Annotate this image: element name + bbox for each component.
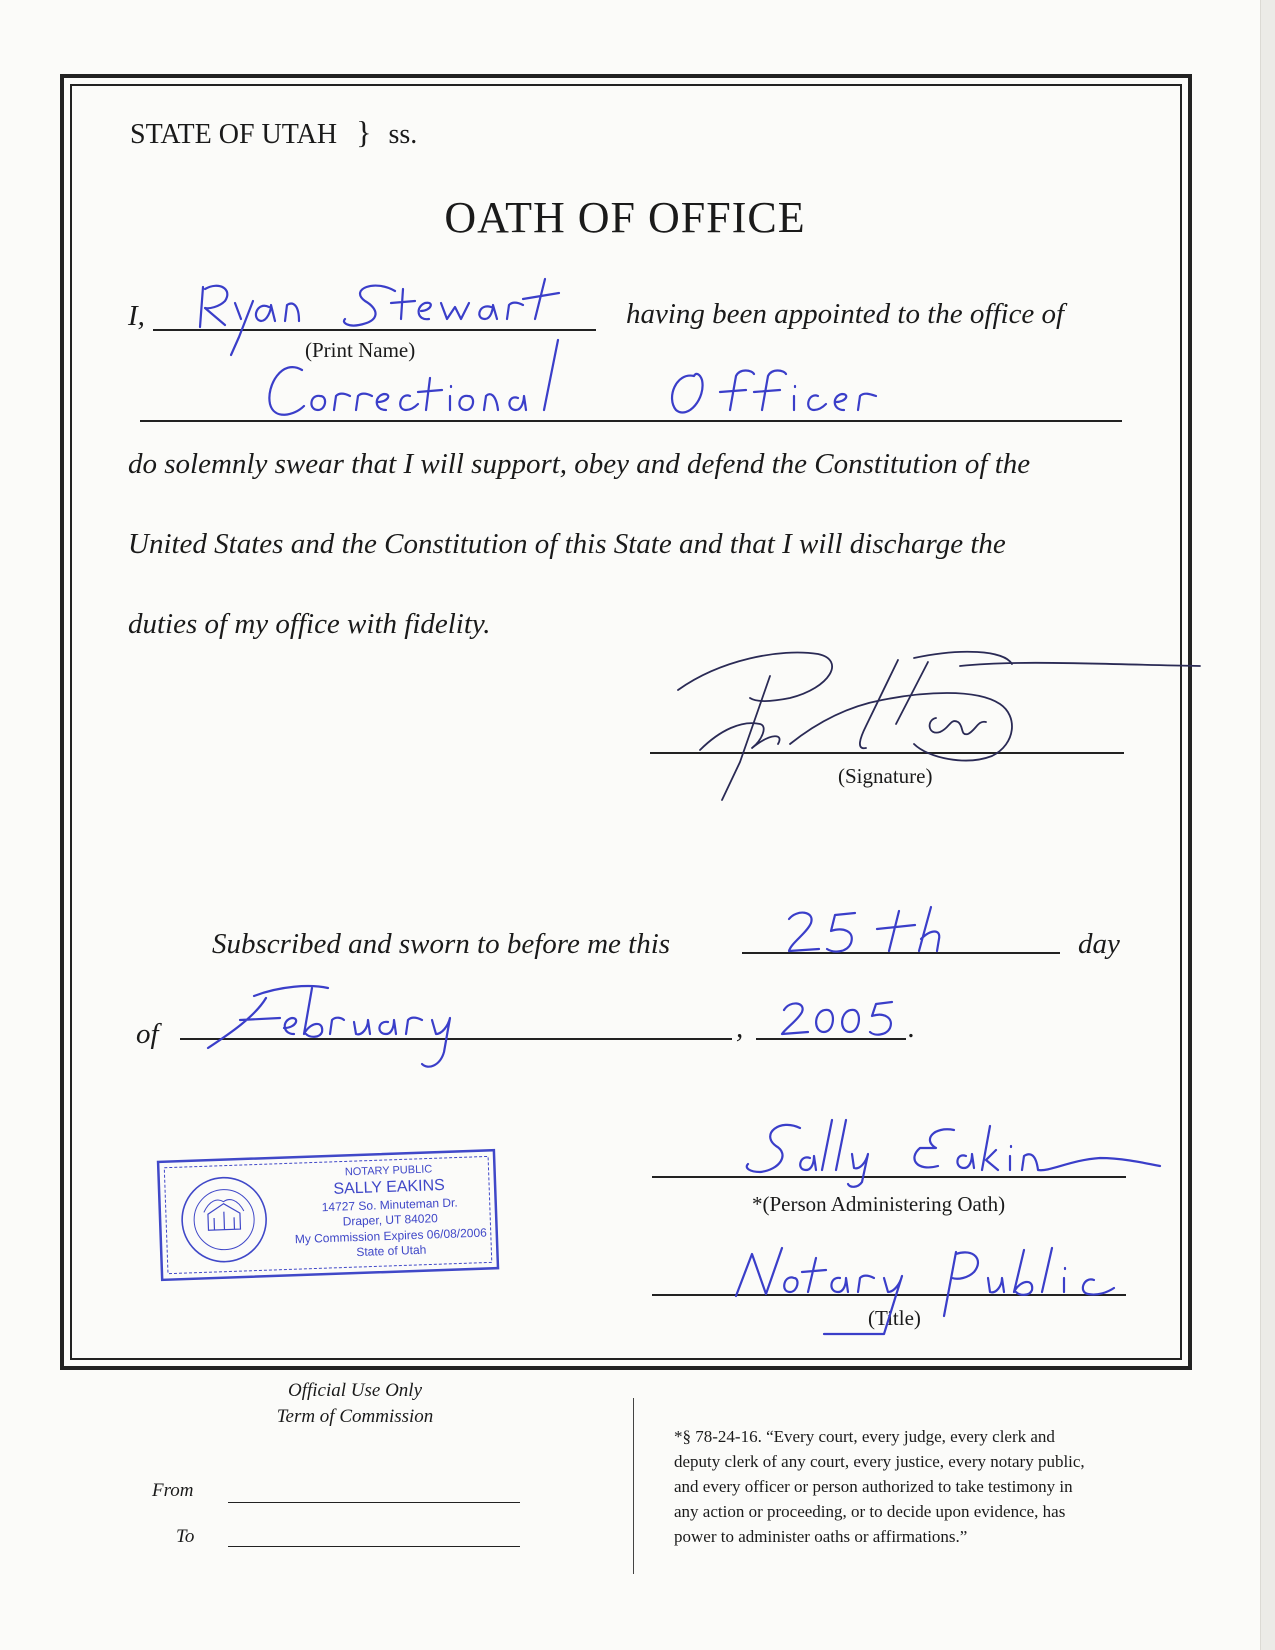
period: . xyxy=(908,1012,916,1044)
i-prefix: I, xyxy=(128,300,145,332)
from-line xyxy=(228,1502,520,1503)
footer-divider xyxy=(633,1398,634,1574)
administrator-label: *(Person Administering Oath) xyxy=(752,1192,1006,1216)
handwritten-day xyxy=(785,905,975,965)
stamp-line-4: Draper, UT 84020 xyxy=(342,1211,439,1229)
stamp-line-1: NOTARY PUBLIC xyxy=(344,1163,433,1179)
to-label: To xyxy=(176,1526,195,1547)
statute-note: *§ 78-24-16. “Every court, every judge, every clerk and deputy clerk of any court, every justice, every notary public, and every officer or person authorized to take testimony in any action or proceeding, or to decide upon evidence, has power to administer oaths or affirmations.” xyxy=(674,1427,1085,1546)
oath-line-1: do solemnly swear that I will support, obey and defend the Constitution of the xyxy=(128,448,1031,480)
of-text: of xyxy=(136,1018,159,1050)
from-label: From xyxy=(152,1480,194,1501)
official-use-label: Official Use Only xyxy=(287,1380,423,1401)
having-text: having been appointed to the office of xyxy=(626,298,1065,330)
day-text: day xyxy=(1078,928,1120,960)
state-name: STATE OF UTAH xyxy=(130,119,338,150)
handwritten-month xyxy=(200,980,580,1075)
oath-line-3: duties of my office with fidelity. xyxy=(128,608,491,640)
handwritten-title xyxy=(708,1244,1118,1344)
ss-text: ss. xyxy=(388,119,418,150)
signature-label: (Signature) xyxy=(838,764,933,788)
handwritten-year xyxy=(780,998,910,1043)
page-edge xyxy=(1260,0,1275,1650)
stamp-line-3: 14727 So. Minuteman Dr. xyxy=(321,1195,458,1215)
notary-stamp xyxy=(158,1146,500,1281)
comma: , xyxy=(736,1012,744,1044)
to-line xyxy=(228,1546,520,1547)
term-label: Term of Commission xyxy=(276,1406,434,1427)
stamp-line-6: State of Utah xyxy=(356,1242,427,1260)
handwritten-office xyxy=(262,350,942,435)
state-line xyxy=(130,114,417,151)
administrator-signature xyxy=(740,1118,1160,1188)
subscribed-text: Subscribed and sworn to before me this xyxy=(212,928,671,960)
signature-image xyxy=(660,640,1200,810)
print-name-label: (Print Name) xyxy=(305,338,416,362)
stamp-line-2: SALLY EAKINS xyxy=(333,1176,446,1198)
stamp-line-5: My Commission Expires 06/08/2006 xyxy=(294,1225,488,1247)
brace: } xyxy=(356,114,372,150)
title-label: (Title) xyxy=(868,1306,921,1330)
page-title: OATH OF OFFICE xyxy=(444,193,806,242)
oath-line-2: United States and the Constitution of this State and that I will discharge the xyxy=(128,528,1006,560)
